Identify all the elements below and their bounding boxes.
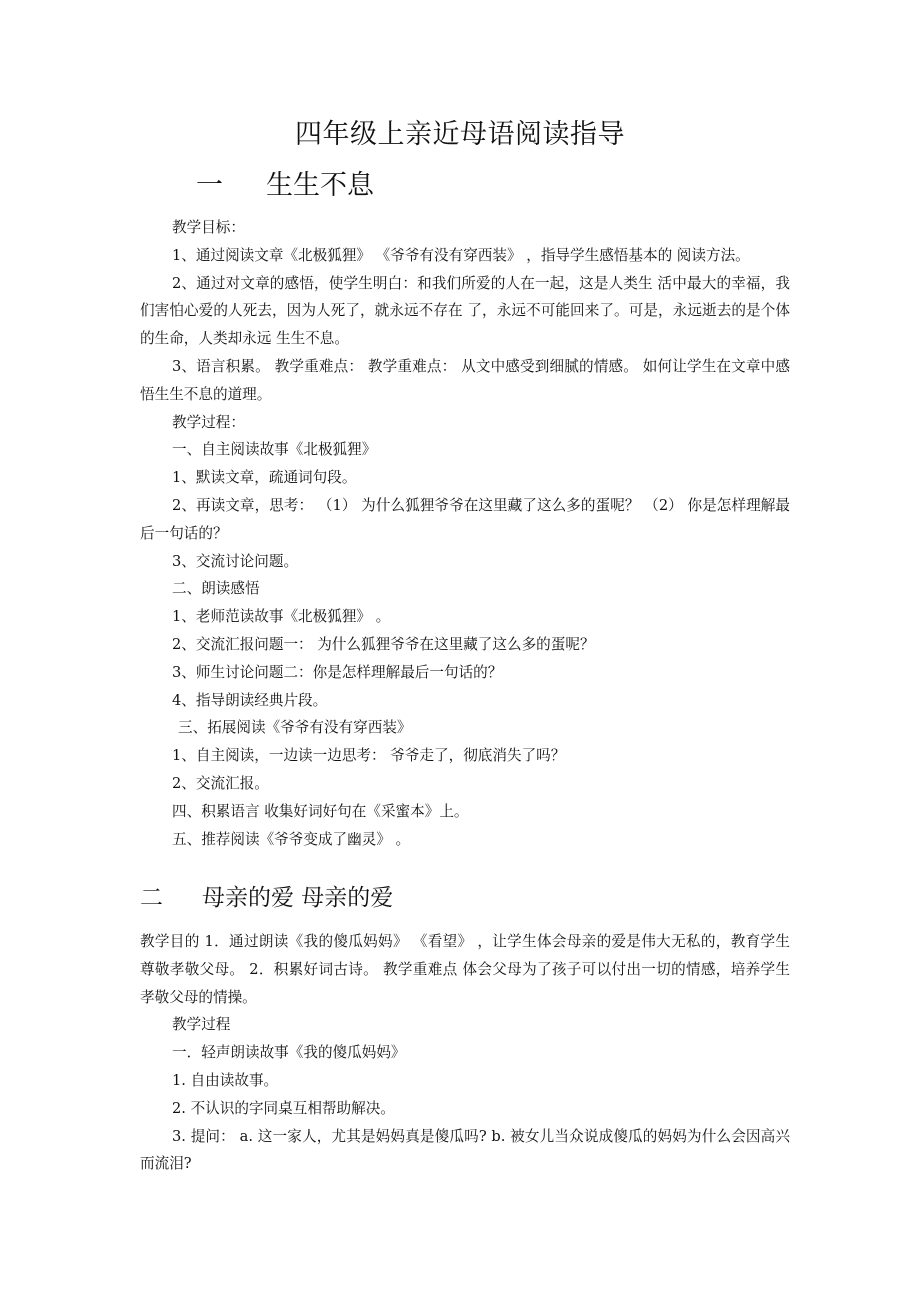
- paragraph: 二、朗读感悟: [172, 580, 260, 598]
- paragraph: 2、交流汇报问题一： 为什么狐狸爷爷在这里藏了这么多的蛋呢？: [172, 635, 595, 653]
- section2-heading: [140, 880, 393, 916]
- paragraph: 2. 不认识的字同桌互相帮助解决。: [172, 1099, 395, 1117]
- paragraph: 3、语言积累。 教学重难点： 教学重难点： 从文中感受到细腻的情感。 如何让学生在文章中感悟生生不息的道理。: [140, 357, 790, 403]
- section2-title: 母亲的爱 母亲的爱: [202, 885, 394, 911]
- paragraph: 3、交流讨论问题。: [172, 552, 299, 570]
- paragraph: 2、交流汇报。: [172, 774, 269, 792]
- paragraph: 1、自主阅读，一边读一边思考： 爷爷走了，彻底消失了吗？: [172, 747, 566, 765]
- paragraph: 一、自主阅读故事《北极狐狸》: [172, 441, 377, 459]
- paragraph: 三、拓展阅读《爷爷有没有穿西装》: [178, 719, 412, 737]
- paragraph: 1、通过阅读文章《北极狐狸》 《爷爷有没有穿西装》 ，指导学生感悟基本的 阅读方法。: [172, 246, 750, 264]
- paragraph: 4、指导朗读经典片段。: [172, 691, 328, 709]
- paragraph: 1. 自由读故事。: [172, 1071, 279, 1089]
- section2-number: 二: [140, 885, 163, 911]
- paragraph: 3. 提问： a. 这一家人，尤其是妈妈真是傻瓜吗? b. 被女儿当众说成傻瓜的妈妈为什么会因高兴而流泪?: [140, 1127, 790, 1173]
- paragraph: 1、默读文章，疏通词句段。: [172, 469, 357, 487]
- section1-body: [140, 214, 790, 853]
- paragraph: 教学过程：: [172, 413, 245, 431]
- paragraph: 2、通过对文章的感悟，使学生明白：和我们所爱的人在一起，这是人类生 活中最大的幸福，我们害怕心爱的人死去，因为人死了，就永远不存在 了，永远不可能回来了。可是，永远逝去的是个体的生命，人类却永远 生生不息。: [140, 274, 790, 348]
- paragraph: 五、推荐阅读《爷爷变成了幽灵》 。: [172, 830, 411, 848]
- paragraph: 2、再读文章，思考： （1） 为什么狐狸爷爷在这里藏了这么多的蛋呢？ （2） 你是怎样理解最后一句话的？: [140, 496, 790, 542]
- section2-body: [140, 928, 790, 1178]
- paragraph: 教学目的 1．通过朗读《我的傻瓜妈妈》 《看望》 ，让学生体会母亲的爱是伟大无私的，教育学生尊敬孝敬父母。 2．积累好词古诗。 教学重难点 体会父母为了孩子可以付出一切的情感，培养学生孝敬父母的情操。: [140, 933, 790, 1006]
- document-title: 四年级上亲近母语阅读指导: [295, 119, 625, 150]
- paragraph: 1、老师范读故事《北极狐狸》 。: [172, 608, 391, 626]
- section1-heading: [196, 166, 374, 206]
- paragraph: 四、积累语言 收集好词好句在《采蜜本》上。: [172, 802, 469, 820]
- section1-title: 生生不息: [266, 170, 374, 201]
- paragraph: 一．轻声朗读故事《我的傻瓜妈妈》: [172, 1044, 406, 1062]
- paragraph: 教学目标：: [172, 219, 245, 236]
- paragraph: 3、师生讨论问题二：你是怎样理解最后一句话的？: [172, 663, 503, 681]
- paragraph: 教学过程: [172, 1016, 231, 1034]
- section1-number: 一: [196, 170, 223, 201]
